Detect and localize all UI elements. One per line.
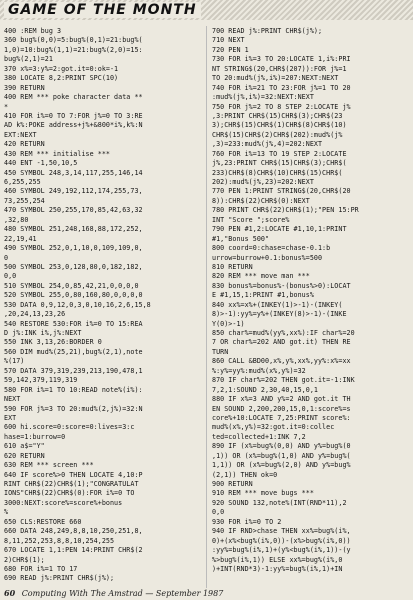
code-line: D j%:INK i%,j%:NEXT: [4, 329, 82, 337]
code-line: mud%(x%,y%)=32:got.it=0:collec: [212, 423, 335, 432]
code-line: 202):mud%(j%,23)=202:NEXT: [212, 178, 314, 186]
code-line: EXT:NEXT: [4, 130, 37, 139]
code-line: 700 READ j%:PRINT CHR$(j%);: [212, 27, 323, 35]
code-line: j%,23:PRINT CHR$(15)CHR$(3);CHR$(: [212, 159, 347, 168]
code-line: 410 FOR i%=0 TO 7:FOR j%=0 TO 3:RE: [4, 111, 143, 120]
code-line: E #1,15,1:PRINT #1,bonus%: [212, 291, 314, 300]
code-line: 630 REM *** screen ***: [4, 461, 94, 470]
code-line: 810 RETURN: [212, 262, 253, 271]
code-line: 8)):CHR$(22)CHR$(0):NEXT: [212, 196, 310, 205]
footer-text: Computing With The Amstrad — September 1987: [21, 589, 224, 598]
code-line: NEXT: [4, 395, 21, 404]
code-line: Y(0)>-1): [212, 319, 245, 328]
code-line: 940 IF RND>chase THEN xx%=bug%(i%,: [212, 527, 351, 536]
code-line: 500 SYMBOL 253,0,128,80,0,182,182,: [4, 262, 143, 271]
code-line: 8,11,252,253,8,8,10,254,255: [4, 536, 115, 545]
code-line: 860 CALL &BD00,x%,y%,xx%,yy%:x%=xx: [212, 357, 351, 366]
code-line: 460 SYMBOL 249,192,112,174,255,73,: [4, 187, 143, 196]
code-line: 920 SOUND 132,note%(INT(RND*11),2: [212, 498, 347, 507]
code-line: 590 FOR j%=3 TO 20:mud%(2,j%)=32:N: [4, 404, 143, 413]
code-line: 0,0: [212, 508, 225, 517]
code-line: ,3)=233:mud%(j%,4)=202:NEXT: [212, 140, 323, 149]
listing-column-left: [4, 27, 201, 587]
section-title: GAME OF THE MONTH: [4, 2, 201, 18]
code-line: )+INT(RND*3)-1:yy%=bug%(i%,1)+IN: [212, 564, 343, 573]
code-line: 690 READ j%:PRINT CHR$(j%);: [4, 574, 115, 583]
code-line: core%+10:LOCATE 7,25:PRINT score%:: [212, 413, 351, 422]
code-line: 770 PEN 1:PRINT STRING$(20,CHR$(20: [212, 187, 351, 196]
code-line: 59,142,379,119,319: [4, 376, 78, 385]
code-line: ,20,24,13,23,26: [4, 310, 66, 319]
code-line: 830 bonus%=bonus%-(bonus%>0):LOCAT: [212, 281, 351, 290]
code-line: EN SOUND 2,200,200,15,0,1:score%=s: [212, 404, 351, 413]
code-line: 6,255,255: [4, 178, 41, 186]
code-line: urrow=burrow+0.1:bonus%=500: [212, 253, 323, 262]
code-line: %>bug%(i%,1)) ELSE xx%=bug%(i%,0: [212, 555, 343, 564]
code-line: 760 FOR i%=13 TO 19 STEP 2:LOCATE: [212, 149, 347, 158]
code-line: 790 PEN #1,2:LOCATE #1,10,1:PRINT: [212, 225, 347, 234]
code-line: CHR$(15)CHR$(2)CHR$(202):mud%(j%: [212, 130, 343, 139]
code-line: AD k%:POKE address+j%+&800*i%,k%:N: [4, 121, 143, 130]
code-line: ,3:PRINT CHR$(15)CHR$(3);CHR$(23: [212, 111, 343, 120]
code-line: 530 DATA 0,9,12,0,3,0,10,16,2,6,15,8: [4, 300, 151, 309]
code-line: EXT: [4, 413, 17, 422]
code-line: :mud%(j%,i%)=32:NEXT:NEXT: [212, 93, 314, 102]
code-line: 73,255,254: [4, 196, 45, 205]
code-line: 540 RESTORE 530:FOR i%=0 TO 15:REA: [4, 319, 143, 328]
code-line: IONS"CHR$(22)CHR$(0):FOR i%=0 TO: [4, 489, 135, 498]
code-line: 680 FOR i%=1 TO 17: [4, 564, 78, 573]
code-line: 660 DATA 248,249,8,8,10,250,251,8,: [4, 527, 143, 536]
code-line: 550 INK 3,13,26:BORDER 0: [4, 338, 102, 347]
code-line: TO 20:mud%(j%,i%)=207:NEXT:NEXT: [212, 74, 339, 83]
code-line: 233)CHR$(8)CHR$(10)CHR$(15)CHR$(: [212, 168, 343, 177]
code-line: 510 SYMBOL 254,0,85,42,21,0,0,0,0: [4, 281, 139, 290]
code-line: #1,"Bonus 500": [212, 234, 270, 243]
code-line: 720 PEN 1: [212, 45, 249, 54]
code-line: NT STRING$(20,CHR$(207)):FOR j%=1: [212, 64, 347, 73]
code-line: 1,0)=10:bug%(1,1)=21:bug%(2,0)=15:: [4, 45, 143, 54]
code-line: 710 NEXT: [212, 36, 245, 45]
code-line: 7,2,1:SOUND 2,30,40,15,0,1: [212, 385, 318, 394]
code-line: 890 IF (x%=bug%(0,0) AND y%=bug%(0: [212, 442, 351, 451]
code-line: 360 bug%(0,0)=5:bug%(0,1)=21:bug%(: [4, 36, 143, 45]
listing-column-right: [212, 27, 409, 587]
code-line: (2,1)) THEN ok=0: [212, 470, 278, 479]
code-line: 380 LOCATE 8,2:PRINT SPC(10): [4, 74, 119, 83]
page-footer: [4, 588, 409, 599]
code-line: bug%(2,1)=21: [4, 55, 53, 64]
code-line: 620 RETURN: [4, 451, 45, 460]
code-line: 0: [4, 253, 9, 262]
code-line: 670 LOCATE 1,1:PEN 14:PRINT CHR$(2: [4, 546, 143, 555]
code-line: 370 x%=3:y%=2:got.it=0:ok=-1: [4, 64, 119, 73]
code-line: 730 FOR i%=3 TO 20:LOCATE 1,i%:PRI: [212, 55, 351, 64]
code-line: 640 IF score%>0 THEN LOCATE 4,10:P: [4, 470, 143, 479]
code-line: ted=collected+1:INK 7,2: [212, 432, 306, 441]
code-line: 850 char%=mud%(yy%,xx%):IF char%=20: [212, 329, 355, 337]
code-line: 560 DIM mud%(25,21),bug%(2,1),note: [4, 347, 143, 356]
code-line: 650 CLS:RESTORE 660: [4, 517, 82, 526]
code-line: 820 REM *** move man ***: [212, 272, 310, 281]
code-line: 390 RETURN: [4, 83, 45, 92]
code-line: 580 FOR i%=1 TO 10:READ note%(i%):: [4, 385, 143, 394]
code-line: 610 a$="Y": [4, 442, 45, 451]
code-line: :yy%=bug%(i%,1)+(y%<bug%(i%,1))-(y: [212, 546, 351, 555]
code-line: 2)CHR$(1);: [4, 555, 45, 564]
code-line: 780 PRINT CHR$(22)CHR$(1);"PEN 15:PR: [212, 206, 359, 215]
code-line: 480 SYMBOL 251,248,168,88,172,252,: [4, 225, 143, 234]
code-line: ,32,80: [4, 215, 29, 224]
code-line: 22,19,41: [4, 234, 37, 243]
code-line: ,1)) OR (x%=bug%(1,0) AND y%=bug%(: [212, 451, 351, 460]
code-line: 8)>-1):yy%=y%+(INKEY(8)>-1)-(INKE: [212, 310, 347, 319]
code-line: 3000:NEXT:score%=score%+bonus: [4, 498, 123, 507]
section-header: [0, 0, 413, 20]
code-line: 520 SYMBOL 255,0,80,160,80,0,0,0,0: [4, 291, 143, 300]
code-line: 740 FOR i%=21 TO 23:FOR j%=1 TO 20: [212, 83, 351, 92]
code-line: 7 OR char%=202 AND got.it) THEN RE: [212, 338, 351, 347]
code-line: 0,0: [4, 272, 17, 281]
code-line: 430 REM *** initialise ***: [4, 149, 110, 158]
code-line: TURN: [212, 347, 229, 356]
code-line: %:y%=yy%:mud%(x%,y%)=32: [212, 366, 306, 375]
code-line: 910 REM *** move bugs ***: [212, 489, 314, 498]
code-line: %: [4, 508, 9, 517]
code-line: 440 ENT -1,50,10,5: [4, 159, 78, 168]
code-line: 870 IF char%=202 THEN got.it=-1:INK: [212, 376, 355, 385]
code-line: 750 FOR j%=2 TO 8 STEP 2:LOCATE j%: [212, 102, 351, 111]
code-line: 3);CHR$(15)CHR$(1)CHR$(8)CHR$(10): [212, 121, 347, 130]
code-line: 840 xx%=x%+(INKEY(1)>-1)-(INKEY(: [212, 300, 343, 309]
code-line: 0)+(x%<bug%(i%,0))-(x%>bug%(i%,0)): [212, 536, 351, 545]
code-line: 400 REM *** poke character data **: [4, 93, 143, 102]
column-divider: [206, 26, 207, 588]
code-line: 420 RETURN: [4, 140, 45, 149]
code-line: 450 SYMBOL 248,3,14,117,255,146,14: [4, 168, 143, 177]
code-line: %(17): [4, 357, 25, 366]
code-line: hase=1:burrow=0: [4, 432, 66, 441]
code-line: 880 IF x%=3 AND y%=2 AND got.it TH: [212, 395, 351, 404]
page-number: 60: [4, 588, 16, 598]
code-line: 490 SYMBOL 252,0,1,10,0,109,109,0,: [4, 244, 143, 253]
code-line: 600 hi.score=0:score=0:lives=3:c: [4, 423, 135, 432]
code-line: INT "Score ";score%: [212, 215, 290, 224]
code-line: *: [4, 102, 9, 111]
code-line: 1,1)) OR (x%=bug%(2,0) AND y%=bug%: [212, 461, 351, 470]
code-line: RINT CHR$(22)CHR$(1);"CONGRATULAT: [4, 480, 139, 488]
code-line: 570 DATA 379,319,239,213,190,478,1: [4, 366, 143, 375]
code-line: 900 RETURN: [212, 480, 253, 488]
code-line: 400 :REM bug 3: [4, 27, 62, 35]
code-line: 470 SYMBOL 250,255,170,85,42,63,32: [4, 206, 143, 215]
code-line: 930 FOR i%=0 TO 2: [212, 517, 282, 526]
code-line: 800 coord=0:chase=chase-0.1:b: [212, 244, 331, 253]
